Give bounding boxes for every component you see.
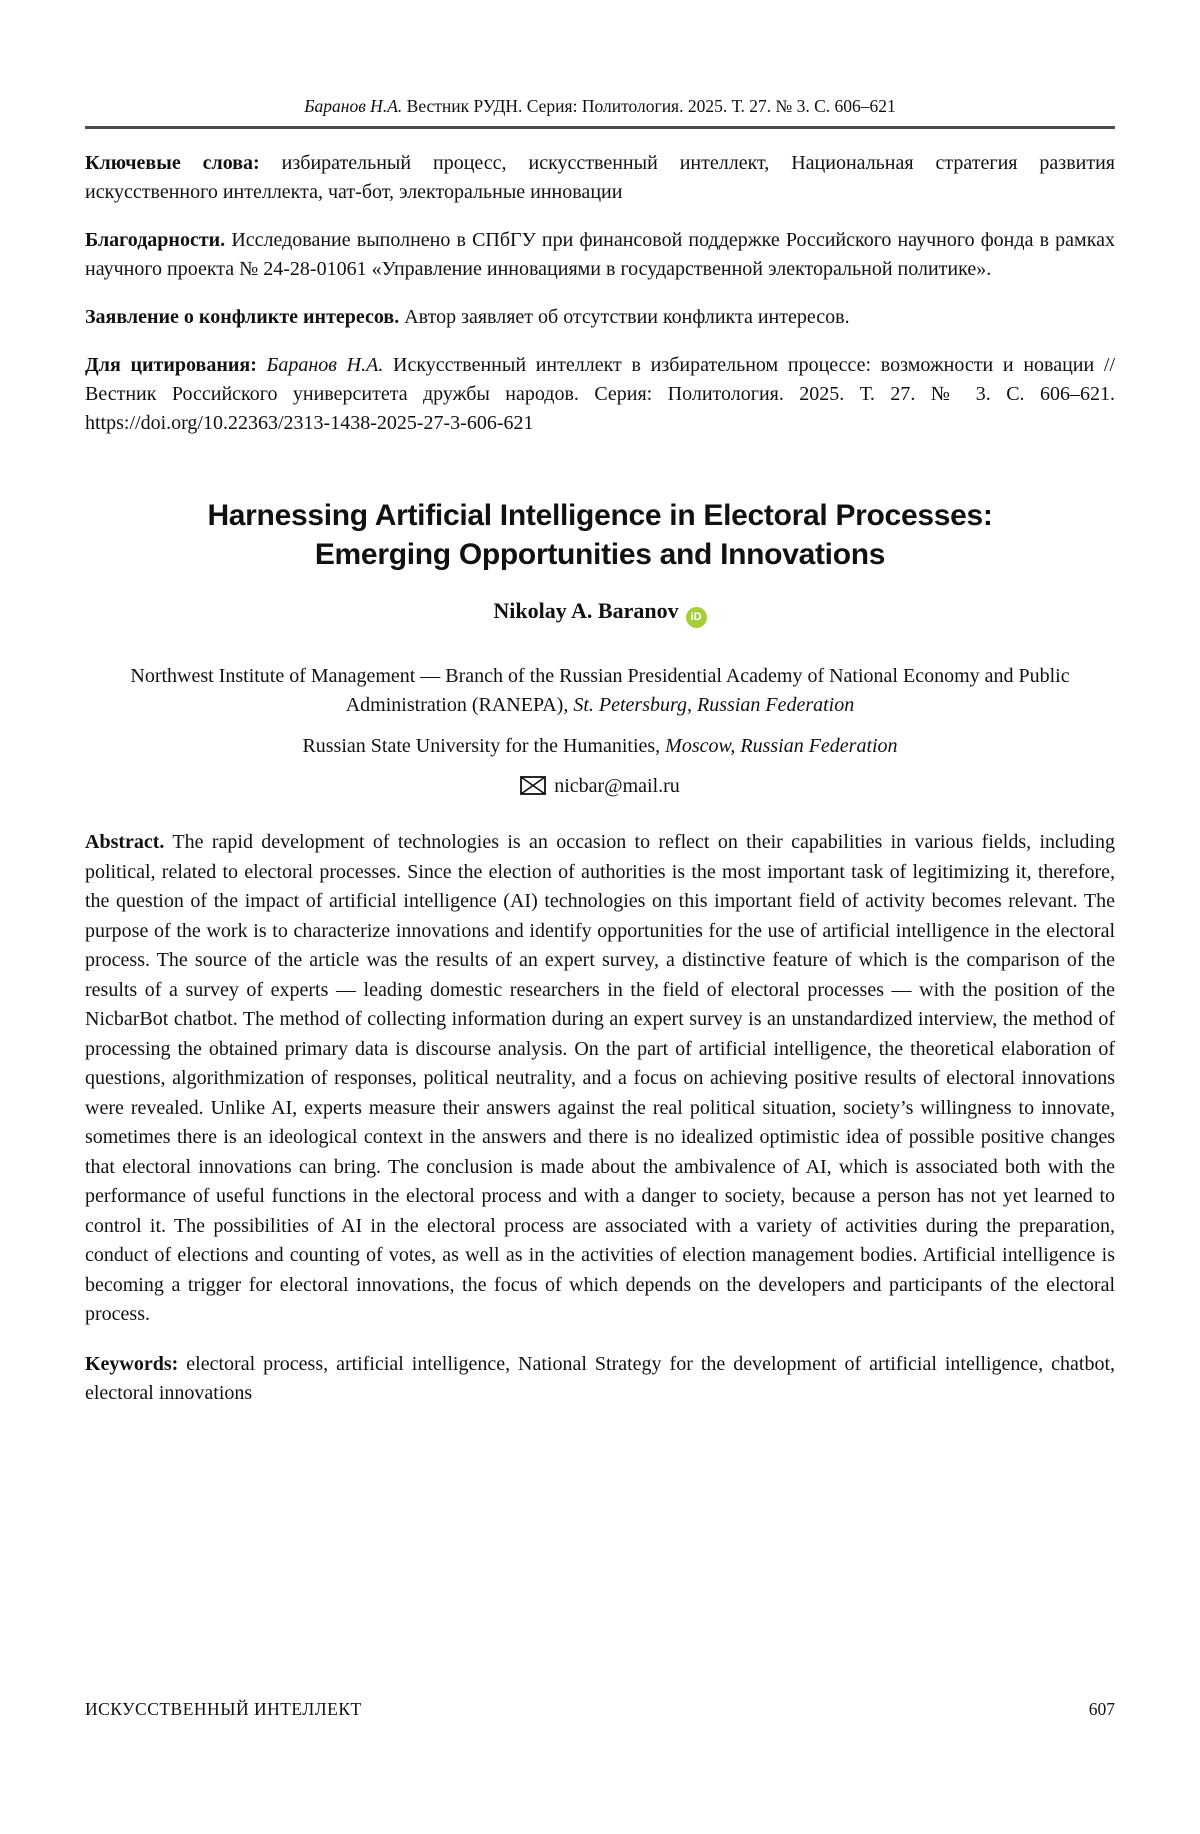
citation-author: Баранов Н.А.: [256, 354, 384, 376]
header-rule: [85, 126, 1115, 129]
abstract-text: The rapid development of technologies is an occasion to reflect on their capabilities in various fields, including political, related to electoral processes. Since the election of authorities is the most important task of legitimizing it, therefore, the question of the impact of artificial intelligence (AI) technologies on this important field of activity becomes relevant. The purpose of the work is to characterize innovations and identify opportunities for the use of artificial intelligence in the electoral process. The source of the article was the results of an expert survey, a distinctive feature of which is the comparison of the results of a survey of experts — leading domestic researchers in the field of electoral processes — with the position of the NicbarBot chatbot. The method of collecting information during an expert survey is an unstandardized interview, the method of processing the obtained primary data is discourse analysis. On the part of artificial intelligence, the theoretical elaboration of questions, algorithmization of responses, political neutrality, and a focus on achieving positive results of electoral innovations were revealed. Unlike AI, experts measure their answers against the real political situation, society’s willingness to innovate, sometimes there is an ideological context in the answers and there is no idealized optimistic idea of possible positive changes that electoral innovations can bring. The conclusion is made about the ambivalence of AI, which is associated both with the performance of useful functions in the electoral process and with a danger to society, because a person has not yet learned to control it. The possibilities of AI in the electoral process are associated with a variety of activities during the preparation, conduct of elections and counting of votes, as well as in the activities of election management bodies. Artificial intelligence is becoming a trigger for electoral innovations, the focus of which depends on the developers and participants of the electoral process.: [85, 831, 1115, 1325]
running-head: [85, 96, 1115, 117]
keywords-ru-paragraph: [85, 149, 1115, 207]
article-title-line1: Harnessing Artificial Intelligence in Electoral Processes:: [207, 499, 993, 532]
conflict-text: Автор заявляет об отсутствии конфликта интересов.: [399, 306, 850, 328]
running-head-author: Баранов Н.А.: [304, 96, 403, 116]
keywords-ru-label: Ключевые слова:: [85, 152, 260, 174]
article-title: [85, 496, 1115, 574]
citation-paragraph: [85, 351, 1115, 438]
running-head-rest: Вестник РУДН. Серия: Политология. 2025. Т. 27. № 3. С. 606–621: [402, 96, 896, 116]
conflict-of-interest-paragraph: [85, 303, 1115, 332]
acknowledgements-paragraph: [85, 226, 1115, 284]
keywords-en-paragraph: [85, 1350, 1115, 1409]
footer-page-number: 607: [1088, 1699, 1115, 1719]
conflict-label: Заявление о конфликте интересов.: [85, 306, 400, 328]
orcid-icon[interactable]: iD: [686, 607, 707, 628]
page-footer: [85, 1699, 1115, 1720]
footer-section-title: ИСКУССТВЕННЫЙ ИНТЕЛЛЕКТ: [85, 1699, 362, 1719]
page-content: [85, 96, 1115, 1429]
author-name: Nikolay A. Baranov: [493, 598, 679, 623]
doi-link[interactable]: https://doi.org/10.22363/2313-1438-2025-27-3-606-621: [85, 412, 534, 434]
email-link[interactable]: nicbar@mail.ru: [554, 775, 680, 797]
email-line: [85, 775, 1115, 798]
affiliation-1: [125, 662, 1075, 720]
affiliation-1-location: St. Petersburg, Russian Federation: [573, 694, 855, 716]
abstract-label: Abstract.: [85, 831, 165, 853]
affiliation-1-name: Northwest Institute of Management — Branch of the Russian Presidential Academy of National Economy and Public Administration (RANEPA),: [130, 665, 1070, 716]
article-title-line2: Emerging Opportunities and Innovations: [314, 538, 886, 571]
envelope-icon: [520, 776, 546, 795]
keywords-ru-text: избирательный процесс, искусственный интеллект, Национальная стратегия развития искусственного интеллекта, чат-бот, электоральные инновации: [85, 152, 1115, 203]
author-line: [85, 598, 1115, 628]
affiliation-2-name: Russian State University for the Humanities,: [302, 735, 666, 757]
acknowledgements-label: Благодарности.: [85, 229, 226, 251]
affiliation-2: [125, 732, 1075, 761]
citation-text: Искусственный интеллект в избирательном процессе: возможности и новации // Вестник Российского университета дружбы народов. Серия: Политология. 2025. Т. 27. № 3. С. 606–621.: [85, 354, 1115, 405]
keywords-en-text: electoral process, artificial intelligence, National Strategy for the development of artificial intelligence, chatbot, electoral innovations: [85, 1352, 1115, 1404]
abstract-paragraph: [85, 828, 1115, 1330]
keywords-en-label: Keywords:: [85, 1352, 179, 1375]
citation-label: Для цитирования:: [85, 354, 257, 376]
affiliation-2-location: Moscow, Russian Federation: [665, 735, 898, 757]
acknowledgements-text: Исследование выполнено в СПбГУ при финансовой поддержке Российского научного фонда в рамках научного проекта № 24-28-01061 «Управление инновациями в государственной электоральной политике».: [85, 229, 1115, 280]
